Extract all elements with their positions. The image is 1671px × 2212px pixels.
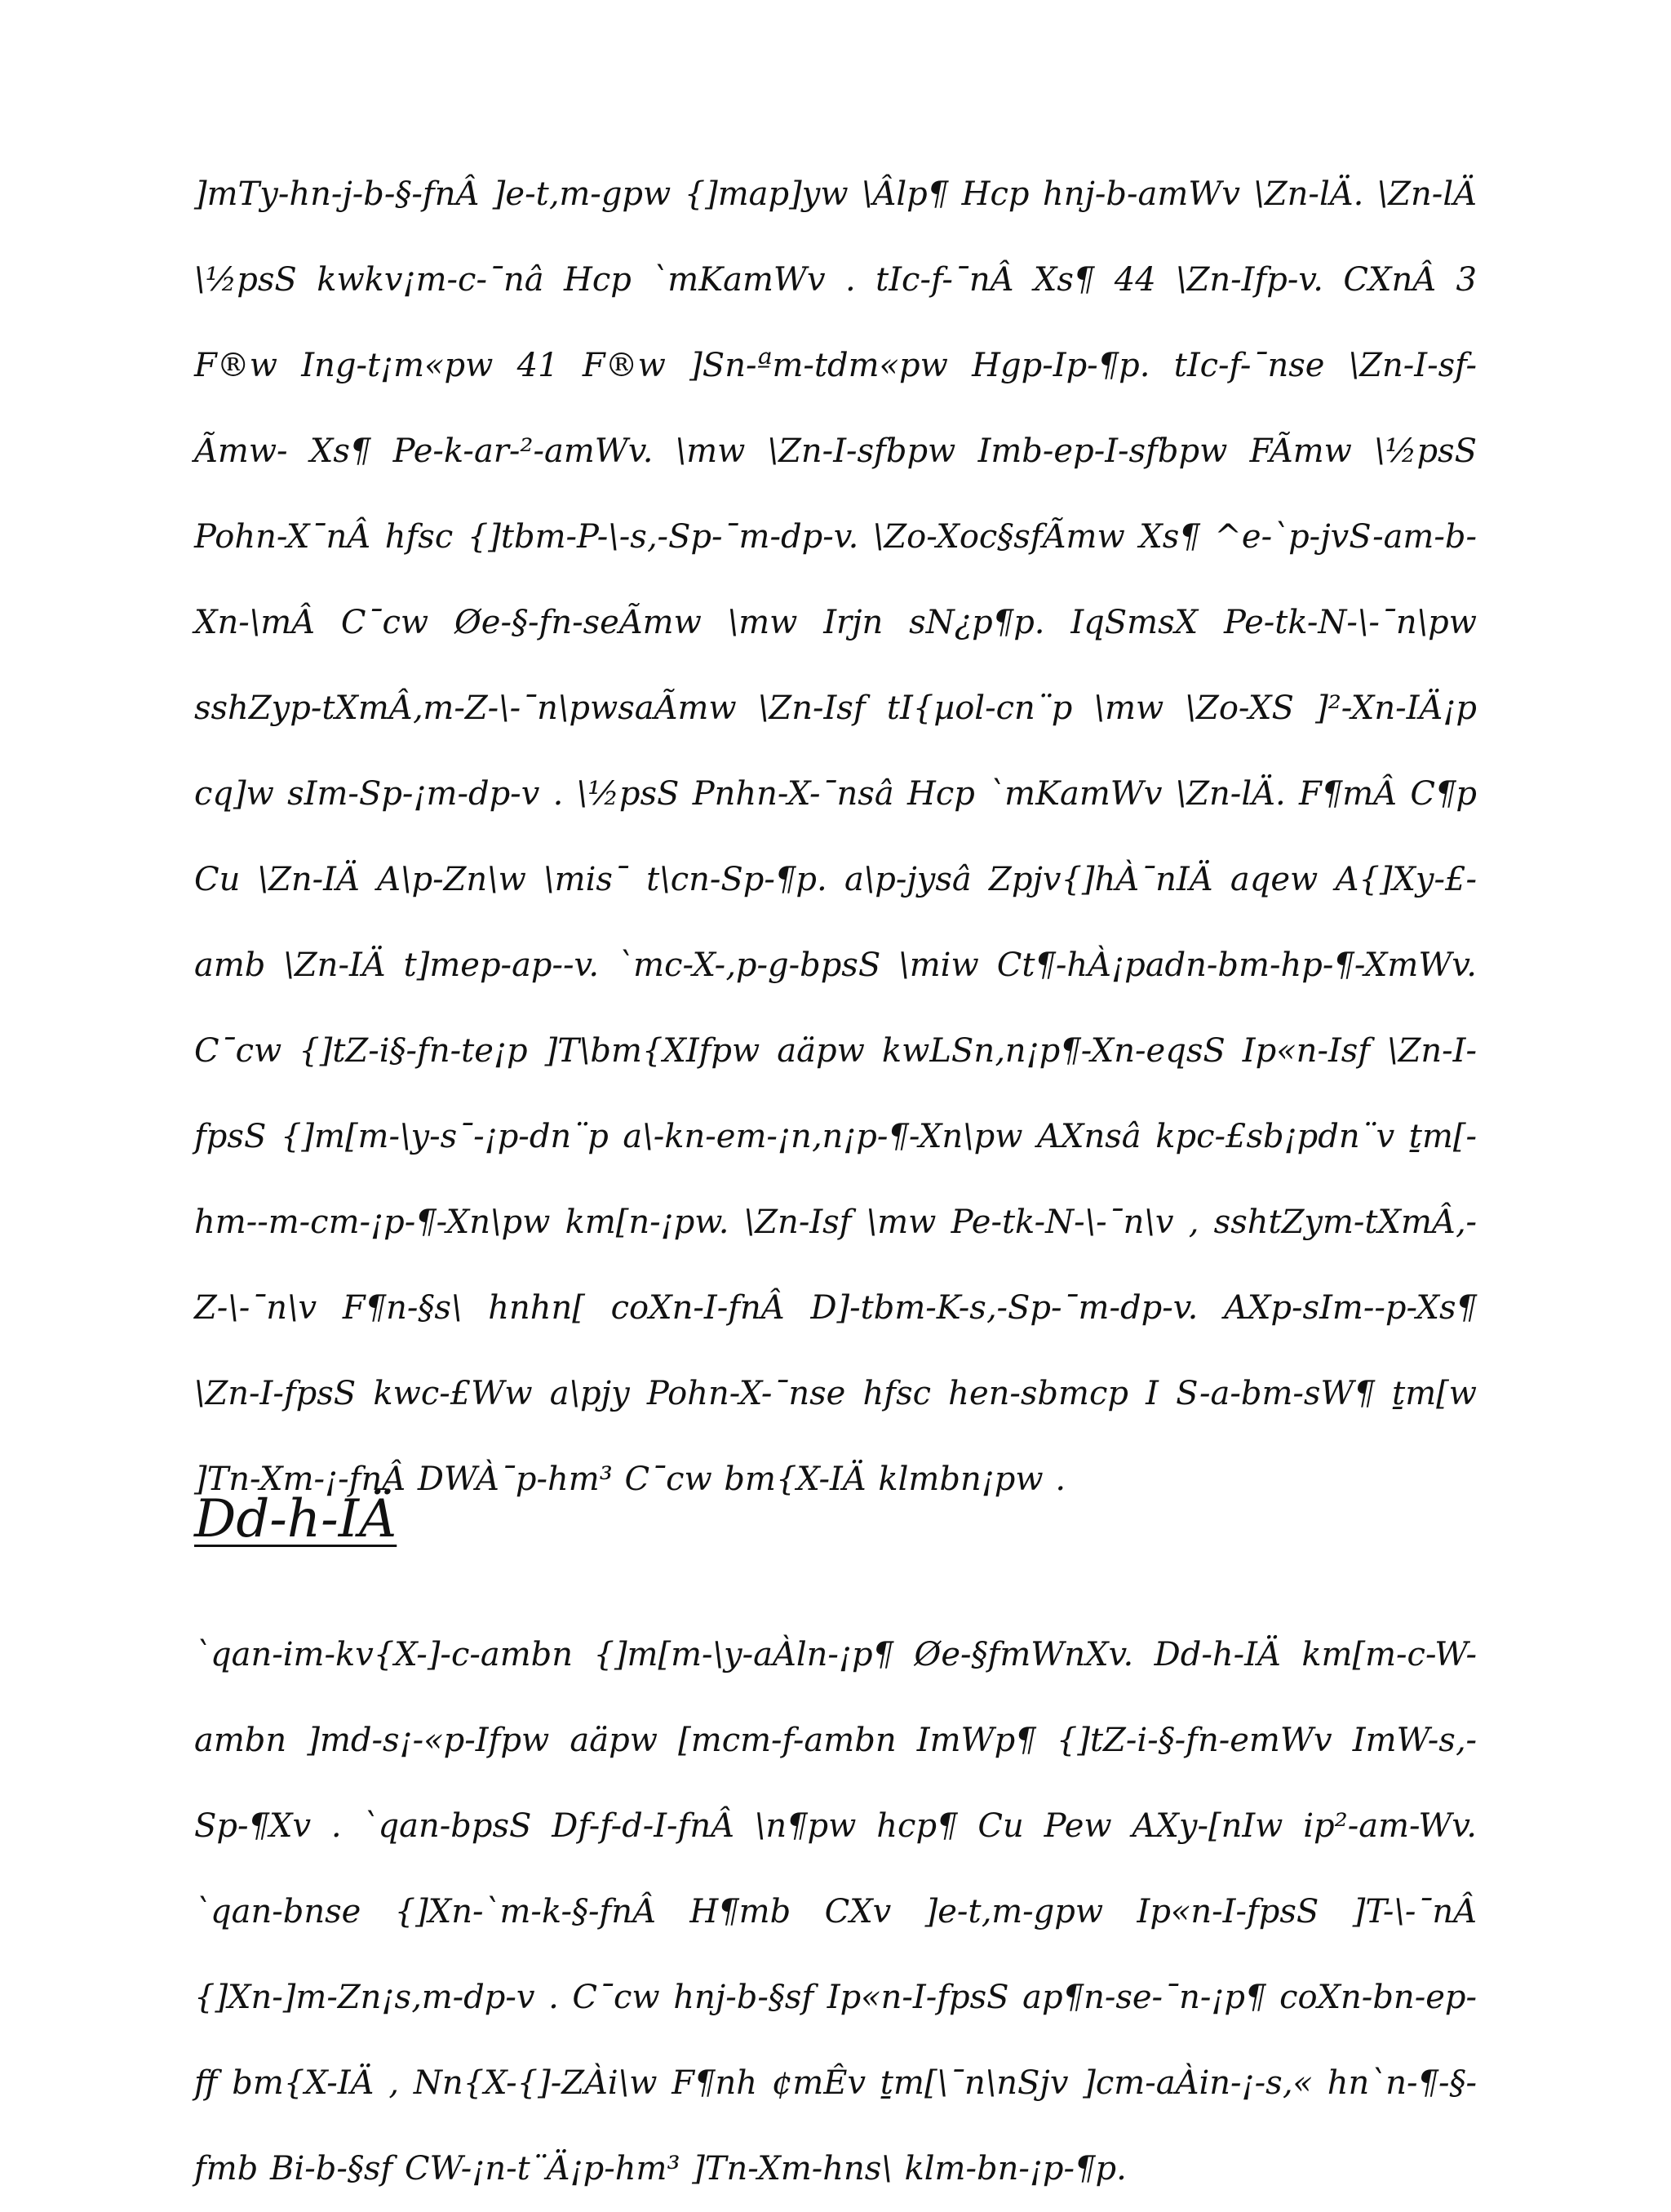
body-paragraph-1: ]mTy-hn-j-b-§-fnÂ ]e-t‚m-gpw {]map]yw \Âlp¶ Hcp hnj-b-amWv \Zn-lÄ. \Zn-lÄ \½psS kwkv¡m-c-¯nâ Hcp `mKamWv . tIc-f-¯nÂ Xs¶ 44 \Zn-Ifp-v. CXnÂ 3 F®w Ing-t¡m«pw 41 F®w ]Sn-ªm-tdm«pw Hgp-Ip-¶p. tIc-f-¯nse \Zn-I-sf-Ãmw- Xs¶ Pe-k-ar-²-amWv. \mw \Zn-I-sfbpw Imb-ep-I-sfbpw FÃmw \½psS Pohn-X¯nÂ hfsc {]tbm-P-\-s‚-Sp-¯m-dp-v. \Zo-Xoc§sfÃmw Xs¶ ^e-`p-jvS-am-b-Xn-\mÂ C¯cw Øe-§-fn-seÃmw \mw Irjn sN¿p¶p. IqSmsX Pe-tk-N-\-¯n\pw sshZyp-tXmÂ‚m-Z-\-¯n\pwsaÃmw \Zn-Isf tI{µol-cn¨p \mw \Zo-XS ]²-Xn-IÄ¡p cq]w sIm-Sp-¡m-dp-v . \½psS Pnhn-X-¯nsâ Hcp `mKamWv \Zn-lÄ. F¶mÂ C¶p Cu \Zn-IÄ A\p-Zn\w \mis¯ t\cn-Sp-¶p. a\p-jysâ Zpjv{]hÀ¯nIÄ aqew A{]Xy-£-amb \Zn-IÄ t]mep-ap--v. `mc-X-‚p-g-bpsS \miw Ct¶-hÀ¡padn-bm-hp-¶-XmWv. C¯cw {]tZ-i§-fn-te¡p ]T\bm{XIfpw aäpw kwLSn‚n¡p¶-Xn-eqsS Ip«n-Isf \Zn-I-fpsS {]m[m-\y-s¯-¡p-dn¨p a\-kn-em-¡n‚n¡p-¶-Xn\pw AXnsâ kpc-£sb¡pdn¨v ṯm[-hm--m-cm-¡p-¶-Xn\pw km[n-¡pw. \Zn-Isf \mw Pe-tk-N-\-¯n\v , sshtZym-tXmÂ‚-Z-\-¯n\v F¶n-§s\ hnhn[ coXn-I-fnÂ D]-tbm-K-s‚-Sp-¯m-dp-v. AXp-sIm--p-Xs¶ \Zn-I-fpsS kwc-£Ww a\pjy Pohn-X-¯nse hfsc hen-sbmcp I S-a-bm-sW¶ ṯm[w ]Tn-Xm-¡-fnÂ DWÀ¯p-hm³ C¯cw bm{X-IÄ klmbn¡pw . <box>194 175 1477 1498</box>
body-paragraph-2: `qan-im-kv{X-]-c-ambn {]m[m-\y-aÀln-¡p¶ Øe-§fmWnXv. Dd-h-IÄ km[m-c-W-ambn ]md-s¡-«p-Ifpw aäpw [mcm-f-ambn ImWp¶ {]tZ-i-§-fn-emWv ImW-s‚-Sp-¶Xv . `qan-bpsS Df-f-d-I-fnÂ \n¶pw hcp¶ Cu Pew AXy-[nIw ip²-am-Wv. `qan-bnse {]Xn-`m-k-§-fnÂ H¶mb CXv ]e-t‚m-gpw Ip«n-I-fpsS ]T-\-¯nÂ {]Xn-]m-Zn¡s‚m-dp-v . C¯cw hnj-b-§sf Ip«n-I-fpsS ap¶n-se-¯n-¡p¶ coXn-bn-ep-ff bm{X-IÄ , Nn{X-{]-ZÀi\w F¶nh ¢mÊv ṯm[\¯n\nSjv ]cm-aÀin-¡-s‚« hn`n-¶-§-fmb Bi-b-§sf CW-¡n-t¨Ä¡p-hm³ ]Tn-Xm-hns\ klm-bn-¡p-¶p. <box>194 1636 1477 2188</box>
section-heading: Dd-h-IÄ <box>194 1489 397 1549</box>
